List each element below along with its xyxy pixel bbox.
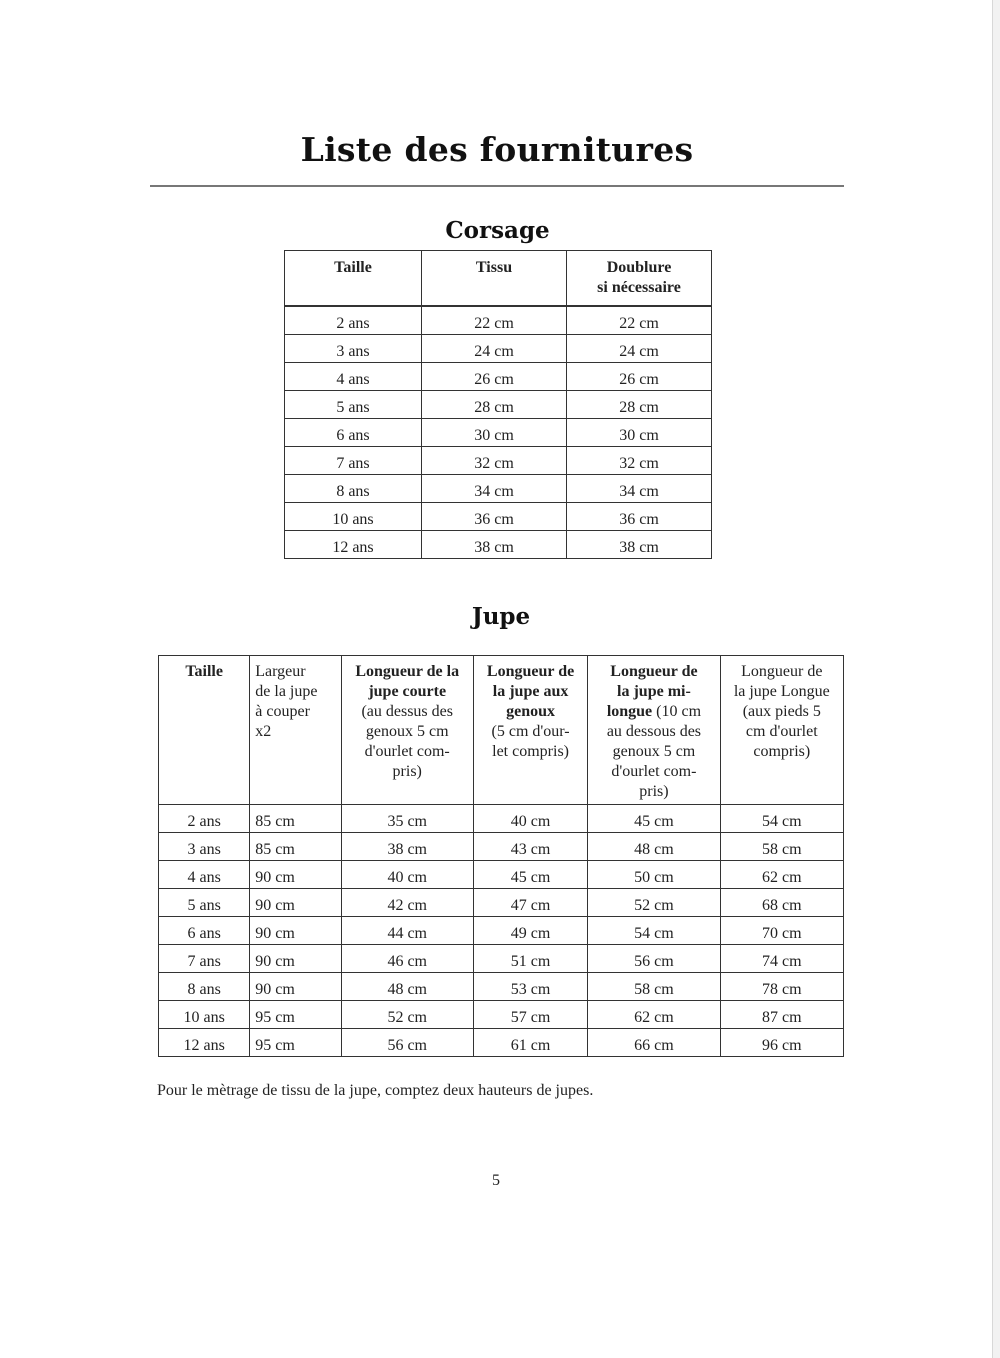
- table-cell: 2 ans: [285, 306, 422, 335]
- table-cell: 6 ans: [159, 917, 250, 945]
- table-cell: 38 cm: [422, 531, 567, 559]
- table-cell: 2 ans: [159, 805, 250, 833]
- table-cell: 8 ans: [285, 475, 422, 503]
- table-row: [159, 833, 844, 861]
- table-cell: 85 cm: [250, 805, 341, 833]
- table-cell: 90 cm: [250, 861, 341, 889]
- table-cell: 7 ans: [285, 447, 422, 475]
- jupe-header-mi-longue-line: genoux 5 cm: [612, 743, 696, 760]
- table-cell: 36 cm: [422, 503, 567, 531]
- jupe-header-largeur-line: x2: [255, 723, 272, 740]
- table-cell: 30 cm: [567, 419, 712, 447]
- table-cell: 95 cm: [250, 1001, 341, 1029]
- jupe-header-genoux-line: la jupe aux: [492, 683, 569, 700]
- corsage-header-tissu: Tissu: [422, 251, 567, 307]
- jupe-header-mi-longue-line: pris): [639, 783, 669, 800]
- table-cell: 38 cm: [341, 833, 473, 861]
- table-row: [285, 391, 712, 419]
- table-cell: 78 cm: [720, 973, 843, 1001]
- table-row: [285, 531, 712, 559]
- jupe-header-mi-longue-line: (10 cm: [656, 703, 702, 720]
- table-cell: 90 cm: [250, 889, 341, 917]
- jupe-table-body: [159, 805, 844, 1057]
- jupe-header-courte-line: pris): [392, 763, 422, 780]
- jupe-header-mi-longue: [588, 656, 720, 805]
- jupe-header-courte-line: d'ourlet com-: [364, 743, 450, 760]
- table-cell: 28 cm: [567, 391, 712, 419]
- table-cell: 32 cm: [567, 447, 712, 475]
- jupe-header-mi-longue-line: d'ourlet com-: [611, 763, 697, 780]
- table-cell: 30 cm: [422, 419, 567, 447]
- jupe-header-courte-line: genoux 5 cm: [365, 723, 449, 740]
- jupe-header-largeur-line: de la jupe: [255, 683, 318, 700]
- table-cell: 47 cm: [473, 889, 587, 917]
- table-row: [159, 1029, 844, 1057]
- table-cell: 5 ans: [285, 391, 422, 419]
- jupe-header-mi-longue-line: la jupe mi-: [617, 683, 691, 700]
- jupe-table: [158, 655, 844, 1057]
- table-cell: 70 cm: [720, 917, 843, 945]
- corsage-table: [284, 250, 712, 559]
- table-cell: 38 cm: [567, 531, 712, 559]
- table-cell: 28 cm: [422, 391, 567, 419]
- jupe-header-longue-line: compris): [753, 743, 811, 760]
- jupe-header-genoux-line: (5 cm d'our-: [491, 723, 570, 740]
- table-cell: 3 ans: [159, 833, 250, 861]
- table-row: [285, 447, 712, 475]
- table-cell: 56 cm: [341, 1029, 473, 1057]
- page-title: Liste des fournitures: [300, 130, 694, 169]
- table-cell: 5 ans: [159, 889, 250, 917]
- table-row: [285, 335, 712, 363]
- table-cell: 3 ans: [285, 335, 422, 363]
- table-cell: 10 ans: [159, 1001, 250, 1029]
- jupe-header-largeur: [250, 656, 341, 805]
- jupe-header-longue-line: Longueur de: [741, 663, 823, 680]
- table-cell: 26 cm: [567, 363, 712, 391]
- table-cell: 52 cm: [341, 1001, 473, 1029]
- table-row: [285, 475, 712, 503]
- table-cell: 46 cm: [341, 945, 473, 973]
- table-cell: 45 cm: [588, 805, 720, 833]
- table-cell: 62 cm: [588, 1001, 720, 1029]
- corsage-header-doublure: [567, 251, 712, 307]
- corsage-header-doublure-line2: si nécessaire: [597, 279, 681, 296]
- jupe-header-genoux-line: let compris): [492, 743, 569, 760]
- jupe-header-courte-line: (au dessus des: [361, 703, 453, 720]
- jupe-header-longue: [720, 656, 843, 805]
- table-cell: 50 cm: [588, 861, 720, 889]
- table-cell: 58 cm: [588, 973, 720, 1001]
- table-cell: 90 cm: [250, 917, 341, 945]
- table-cell: 10 ans: [285, 503, 422, 531]
- table-cell: 95 cm: [250, 1029, 341, 1057]
- table-cell: 4 ans: [159, 861, 250, 889]
- table-cell: 61 cm: [473, 1029, 587, 1057]
- table-cell: 85 cm: [250, 833, 341, 861]
- table-cell: 8 ans: [159, 973, 250, 1001]
- table-cell: 48 cm: [588, 833, 720, 861]
- page-number: 5: [492, 1172, 500, 1189]
- table-cell: 42 cm: [341, 889, 473, 917]
- table-cell: 7 ans: [159, 945, 250, 973]
- table-cell: 87 cm: [720, 1001, 843, 1029]
- corsage-section-title: Corsage: [445, 217, 550, 244]
- table-cell: 90 cm: [250, 945, 341, 973]
- jupe-header-longue-line: (aux pieds 5: [742, 703, 821, 720]
- jupe-header-genoux-line: genoux: [506, 703, 556, 720]
- table-cell: 32 cm: [422, 447, 567, 475]
- table-cell: 57 cm: [473, 1001, 587, 1029]
- table-cell: 62 cm: [720, 861, 843, 889]
- table-cell: 66 cm: [588, 1029, 720, 1057]
- table-cell: 54 cm: [588, 917, 720, 945]
- table-cell: 49 cm: [473, 917, 587, 945]
- table-cell: 22 cm: [422, 306, 567, 335]
- table-cell: 45 cm: [473, 861, 587, 889]
- corsage-table-body: [285, 306, 712, 559]
- corsage-header-doublure-line1: Doublure: [606, 259, 672, 276]
- jupe-header-courte: [341, 656, 473, 805]
- jupe-header-taille: Taille: [159, 656, 250, 805]
- table-cell: 26 cm: [422, 363, 567, 391]
- table-row: [285, 306, 712, 335]
- jupe-header-longue-line: la jupe Longue: [733, 683, 830, 700]
- corsage-header-taille: Taille: [285, 251, 422, 307]
- table-cell: 56 cm: [588, 945, 720, 973]
- table-cell: 90 cm: [250, 973, 341, 1001]
- jupe-header-mi-longue-line: Longueur de: [610, 663, 698, 680]
- table-cell: 43 cm: [473, 833, 587, 861]
- table-cell: 51 cm: [473, 945, 587, 973]
- table-row: [159, 973, 844, 1001]
- table-cell: 34 cm: [422, 475, 567, 503]
- table-cell: 12 ans: [285, 531, 422, 559]
- table-row: [159, 889, 844, 917]
- table-cell: 52 cm: [588, 889, 720, 917]
- jupe-header-largeur-line: Largeur: [255, 663, 306, 680]
- table-row: [285, 363, 712, 391]
- table-cell: 58 cm: [720, 833, 843, 861]
- jupe-header-genoux-line: Longueur de: [486, 663, 575, 680]
- table-cell: 6 ans: [285, 419, 422, 447]
- corsage-header-row: [285, 251, 712, 307]
- table-cell: 35 cm: [341, 805, 473, 833]
- jupe-header-courte-line: jupe courte: [368, 683, 447, 700]
- table-cell: 96 cm: [720, 1029, 843, 1057]
- table-cell: 36 cm: [567, 503, 712, 531]
- table-row: [159, 1001, 844, 1029]
- jupe-header-mi-longue-line: longue: [606, 703, 653, 720]
- table-row: [159, 945, 844, 973]
- table-cell: 74 cm: [720, 945, 843, 973]
- jupe-section-title: Jupe: [471, 603, 531, 630]
- table-cell: 12 ans: [159, 1029, 250, 1057]
- table-cell: 4 ans: [285, 363, 422, 391]
- jupe-header-genoux: [473, 656, 587, 805]
- table-row: [285, 419, 712, 447]
- table-row: [285, 503, 712, 531]
- jupe-header-longue-line: cm d'ourlet: [745, 723, 818, 740]
- table-row: [159, 861, 844, 889]
- jupe-header-row: [159, 656, 844, 805]
- table-cell: 68 cm: [720, 889, 843, 917]
- table-cell: 48 cm: [341, 973, 473, 1001]
- table-cell: 44 cm: [341, 917, 473, 945]
- jupe-header-mi-longue-line: au dessous des: [606, 723, 702, 740]
- table-cell: 40 cm: [473, 805, 587, 833]
- jupe-header-courte-line: Longueur de la: [355, 663, 460, 680]
- table-cell: 40 cm: [341, 861, 473, 889]
- footnote: Pour le mètrage de tissu de la jupe, comptez deux hauteurs de jupes.: [157, 1082, 594, 1099]
- jupe-header-largeur-line: à couper: [255, 703, 310, 720]
- table-cell: 54 cm: [720, 805, 843, 833]
- title-divider: [150, 185, 844, 187]
- table-cell: 34 cm: [567, 475, 712, 503]
- table-row: [159, 805, 844, 833]
- table-cell: 24 cm: [422, 335, 567, 363]
- table-cell: 24 cm: [567, 335, 712, 363]
- table-cell: 22 cm: [567, 306, 712, 335]
- table-row: [159, 917, 844, 945]
- table-cell: 53 cm: [473, 973, 587, 1001]
